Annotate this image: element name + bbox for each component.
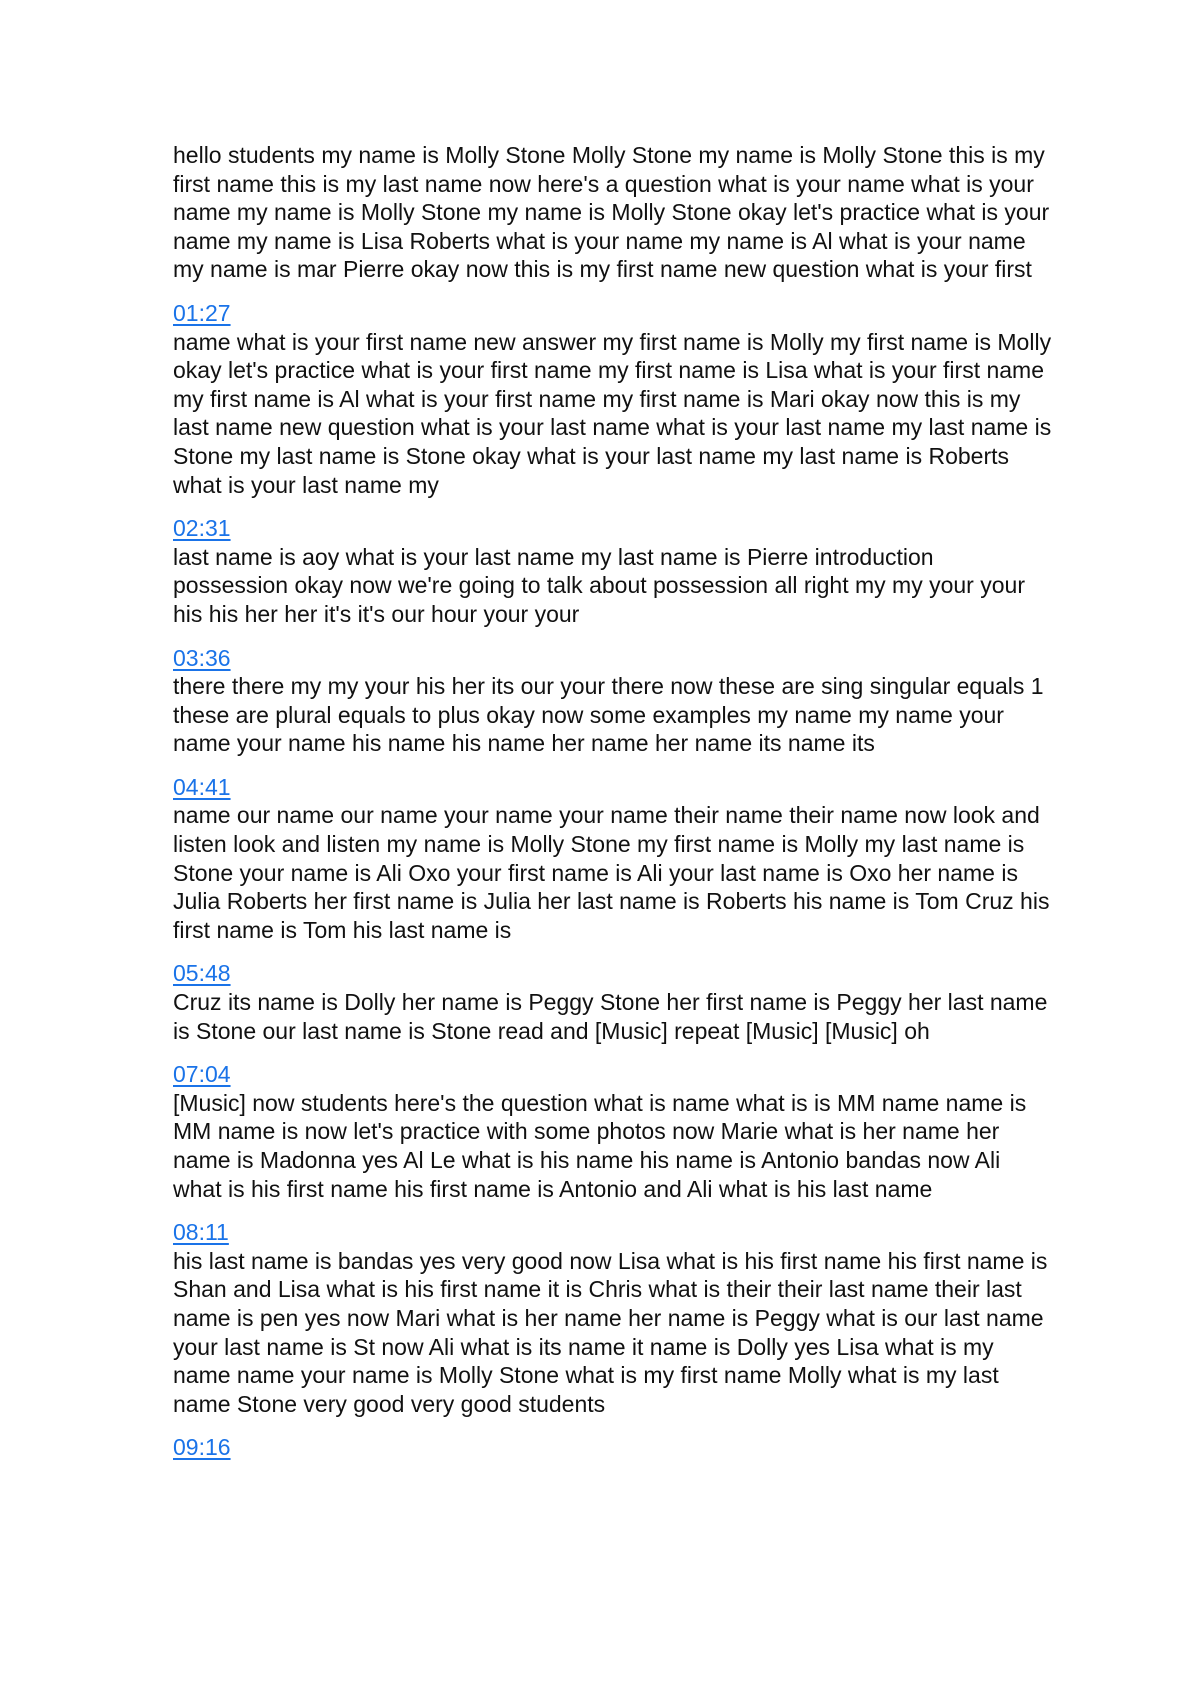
segment-text: there there my my your his her its our your there now these are sing singular equals 1 these are plural equals to plus okay now some examples my name my name your name your name his name his name her name her name its name its: [173, 673, 1044, 757]
segment-text: hello students my name is Molly Stone Molly Stone my name is Molly Stone this is my first name this is my last name now here's a question what is your name what is your name my name is Molly Stone my name is Molly Stone okay let's practice what is your name my name is Lisa Roberts what is your name my name is Al what is your name my name is mar Pierre okay now this is my first name new question what is your first: [173, 142, 1050, 283]
transcript-page: [173, 141, 1053, 1462]
segment-text: name what is your first name new answer my first name is Molly my first name is Molly okay let's practice what is your first name my first name is Lisa what is your first name my first name is Al what is your first name my first name is Mari okay now this is my last name new question what is your last name what is your last name my last name is Stone my last name is Stone okay what is your last name my last name is Roberts what is your last name my: [173, 328, 1052, 498]
transcript-segment: [173, 773, 1053, 945]
timestamp-link[interactable]: 05:48: [173, 960, 231, 987]
transcript-segment: [173, 141, 1053, 284]
segment-text: his last name is bandas yes very good now Lisa what is his first name his first name is Shan and Lisa what is his first name it is Chris what is their their last name their last name is pen yes now Mari what is her name her name is Peggy what is our last name your last name is St now Ali what is its name it name is Dolly yes Lisa what is my name name your name is Molly Stone what is my first name Molly what is my last name Stone very good very good students: [173, 1247, 1048, 1417]
timestamp-link[interactable]: 09:16: [173, 1434, 231, 1461]
transcript-segment: [173, 1218, 1053, 1418]
timestamp-link[interactable]: 01:27: [173, 299, 231, 326]
transcript-segment: [173, 299, 1053, 499]
segment-text: name our name our name your name your name their name their name now look and listen look and listen my name is Molly Stone my first name is Molly my last name is Stone your name is Ali Oxo your first name is Ali your last name is Oxo her name is Julia Roberts her first name is Julia her last name is Roberts his name is Tom Cruz his first name is Tom his last name is: [173, 802, 1050, 943]
transcript-segment: [173, 959, 1053, 1045]
transcript-segment: [173, 644, 1053, 758]
transcript-segment: [173, 514, 1053, 628]
segment-text: Cruz its name is Dolly her name is Peggy Stone her first name is Peggy her last name is Stone our last name is Stone read and [Music] repeat [Music] [Music] oh: [173, 989, 1048, 1044]
timestamp-link[interactable]: 04:41: [173, 773, 231, 800]
transcript-segment: [173, 1433, 1053, 1462]
timestamp-link[interactable]: 02:31: [173, 515, 231, 542]
transcript-segment: [173, 1060, 1053, 1203]
timestamp-link[interactable]: 08:11: [173, 1219, 229, 1246]
timestamp-link[interactable]: 03:36: [173, 644, 231, 671]
timestamp-link[interactable]: 07:04: [173, 1061, 231, 1088]
segment-text: [Music] now students here's the question what is name what is is MM name name is MM name is now let's practice with some photos now Marie what is her name her name is Madonna yes Al Le what is his name his name is Antonio bandas now Ali what is his first name his first name is Antonio and Ali what is his last name: [173, 1089, 1027, 1202]
segment-text: last name is aoy what is your last name my last name is Pierre introduction possession okay now we're going to talk about possession all right my my your your his his her her it's it's our hour your your: [173, 543, 1025, 627]
